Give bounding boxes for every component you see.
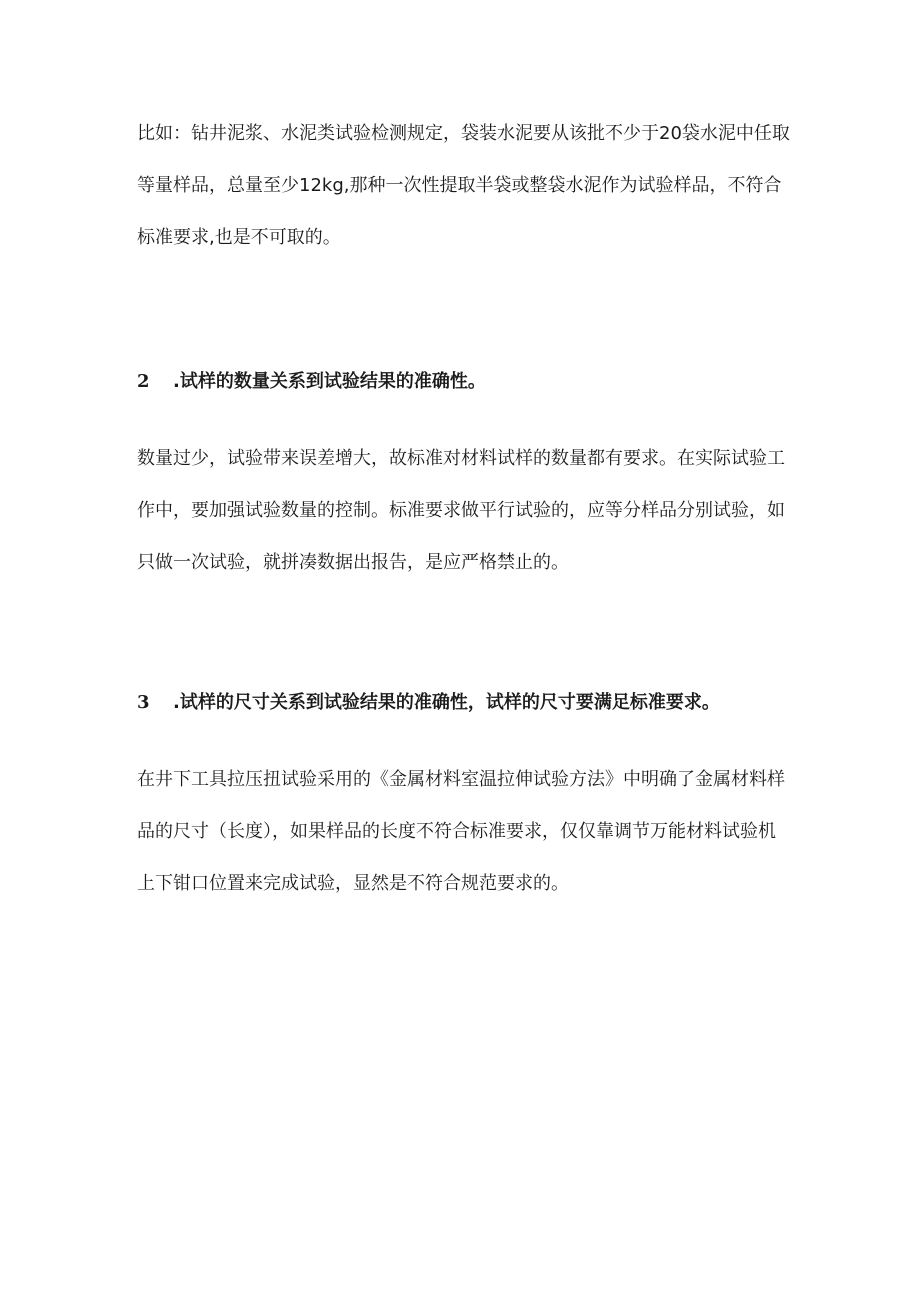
paragraph-sample-quantity: 数量过少，试验带来误差增大，故标准对材料试样的数量都有要求。在实际试验工作中，要加强试验数量的控制。标准要求做平行试验的，应等分样品分别试验，如只做一次试验，就拼凑数据出报告，是应严格禁止的。 [137, 448, 785, 573]
heading-sample-quantity [137, 367, 792, 397]
heading-text: .试样的数量关系到试验结果的准确性。 [173, 371, 486, 392]
paragraph-cement-sampling: 比如：钻井泥浆、水泥类试验检测规定，袋装水泥要从该批不少于20袋水泥中任取等量样品，总量至少12kg,那种一次性提取半袋或整袋水泥作为试验样品，不符合标准要求,也是不可取的。 [137, 123, 790, 248]
paragraph-sample-size: 在井下工具拉压扭试验采用的《金属材料室温拉伸试验方法》中明确了金属材料样品的尺寸（长度），如果样品的长度不符合标准要求，仅仅靠调节万能材料试验机上下钳口位置来完成试验，显然是不符合规范要求的。 [137, 769, 785, 894]
heading-number: 2 [137, 371, 150, 392]
heading-number: 3 [137, 692, 150, 713]
heading-text: .试样的尺寸关系到试验结果的准确性，试样的尺寸要满足标准要求。 [173, 692, 720, 713]
heading-sample-size [137, 688, 792, 718]
